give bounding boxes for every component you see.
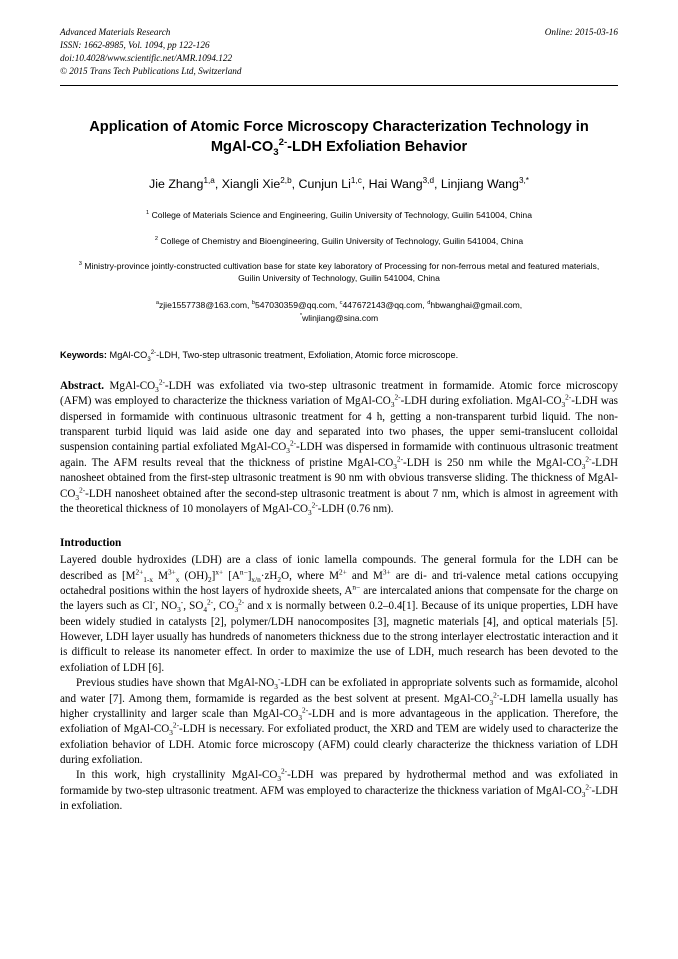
formula-sup: 2- (585, 781, 592, 791)
formula-sup: 3+ (168, 566, 176, 576)
email-star[interactable]: wlinjiang@sina.com (302, 312, 379, 323)
formula-sup: n− (239, 566, 248, 576)
ab-sup: 2- (396, 454, 404, 464)
email-b[interactable]: 547030359@qq.com, (254, 299, 338, 310)
intro-paragraph-3: In this work, high crystallinity MgAl-$CO_3^{2-}$-LDH was prepared by hydrothermal method and was exfoliated in formamide by two-step ultrasonic treatment. AFM was employed to characterize the thickness variation of MgAl-$CO_3^{2-}$-LDH in exfoliation. (60, 766, 618, 813)
formula-sub: 4 (203, 605, 208, 615)
issn-line: ISSN: 1662-8985, Vol. 1094, pp 122-126 (60, 40, 210, 51)
author-emails (60, 299, 618, 325)
ab-sup: 2- (79, 484, 86, 494)
kw-sub-1: 3 (147, 356, 151, 363)
author-list: Jie Zhang$^{1,a}$, Xiangli Xie$^{2,b}$, Cunjun Li$^{1,c}$, Hai Wang$^{3,d}$, Linjiang Wang$^{3,*}$ (149, 175, 529, 191)
formula-sup: 2+ (135, 566, 144, 576)
email-c[interactable]: 447672143@qq.com, (342, 299, 425, 310)
page-header (60, 26, 618, 78)
formula-sub: 3 (274, 682, 278, 692)
formula-sub: 2 (207, 574, 212, 584)
affiliation-marker-2: 2 (154, 235, 159, 242)
affiliation-3 (60, 260, 618, 285)
email-marker-c: c (339, 300, 343, 307)
abstract-label: Abstract. (60, 380, 105, 393)
formula-sub: 3 (298, 713, 303, 723)
ab-sub: 3 (390, 400, 395, 410)
title-line-2-post: -LDH Exfoliation Behavior (287, 138, 468, 155)
formula-sup: 2- (238, 597, 245, 607)
author-sup-4: 3,d (422, 175, 434, 185)
ab-sub: 3 (308, 508, 312, 518)
formula-sup: 2+ (339, 566, 347, 576)
affiliation-3-text: Ministry-province jointly-constructed cultivation base for state key laboratory of Processing for non-ferrous metal and featured materials, Guilin University of Technology, Guilin 541004, China (84, 261, 600, 284)
formula-sub: x/n (251, 574, 261, 584)
formula-sub: 3 (169, 728, 173, 738)
doi-line: doi:10.4028/www.scientific.net/AMR.1094.122 (60, 53, 233, 64)
ab-sub: 3 (393, 462, 397, 472)
online-date: Online: 2015-03-16 (544, 27, 618, 37)
title-sub: 3 (273, 146, 279, 158)
formula-sub: 3 (277, 774, 282, 784)
ab-sub: 3 (561, 400, 566, 410)
keywords-label: Keywords: (60, 349, 107, 360)
formula-sup: x+ (215, 566, 224, 576)
author-sup-5: 3,* (518, 175, 529, 185)
email-marker-d: d (427, 300, 431, 307)
email-d[interactable]: hbwanghai@gmail.com, (430, 299, 523, 310)
kw-sup-1: 2- (150, 349, 157, 356)
formula-sup: - (277, 674, 281, 684)
ab-sup: 2- (585, 454, 592, 464)
formula-sub: x (175, 574, 180, 584)
formula-sub: 3 (177, 605, 181, 615)
email-marker-a: a (155, 300, 159, 307)
author-sup-1: 1,a (203, 175, 215, 185)
formula-sup: - (152, 597, 156, 607)
affiliation-1-text: College of Materials Science and Engineering, Guilin University of Technology, Guilin 541004, China (151, 210, 532, 221)
formula-sup: 2- (207, 597, 214, 607)
intro-paragraph-1: Layered double hydroxides (LDH) are a class of ionic lamella compounds. The general formula for the LDH can be described as [$M^{2+}_{1-x}$ $M^{3+}_x$ $(OH)_2]^{x+}$ $[A^{n-}]_{x/n}\cdot zH_2O$, where $M^{2+}$ and $M^{3+}$ are di- and tri-valence metal cations occupying octahedral positions within the host layers of hydroxide sheets, $A^{n-}$ are intercalated anions that compensate for the charge on the layers such as Cl-, $NO_3^-$, $SO_4^{2-}$, $CO_3^{2-}$ and x is normally between 0.2–0.4[1]. Because of its unique properties, LDH have been widely studied in catalysts [2], polymer/LDH nanocomposites [3], magnetic materials [4], and optical materials [5]. However, LDH layer usually has hundreds of nanometers thickness due to the strong interlayer electrostatic interaction and it is difficult to release its nanometer effect. In order to maximize the use of LDH, much research has been devoted to the exfoliation of LDH [6]. (60, 554, 618, 674)
header-divider (60, 85, 618, 86)
affiliation-1 (60, 209, 618, 221)
section-heading-introduction: Introduction (60, 537, 122, 550)
formula-sub: 3 (489, 697, 494, 707)
formula-sub: 3 (581, 789, 586, 799)
author-sup-3: 1,c (350, 175, 362, 185)
ab-sup: 2- (394, 392, 401, 402)
ab-sub: 3 (286, 446, 290, 456)
title-line-1: Application of Atomic Force Microscopy Characterization Technology in (89, 119, 589, 136)
author-sup-2: 2,b (280, 175, 292, 185)
copyright-line: © 2015 Trans Tech Publications Ltd, Switzerland (60, 66, 242, 77)
ab-sup: 2- (565, 392, 572, 402)
formula-sup: n− (352, 582, 361, 592)
email-marker-b: b (251, 300, 255, 307)
formula-sub: 2 (277, 574, 282, 584)
formula-sup: 3+ (382, 566, 391, 576)
ab-sup: 2- (289, 438, 297, 448)
ab-sup: 2- (158, 377, 165, 387)
formula-sup: 2- (302, 705, 309, 715)
ab-sup: 2- (311, 500, 318, 510)
ab-sub: 3 (155, 385, 159, 395)
formula-sub: 1-x (143, 574, 154, 584)
title-line-2-pre: MgAl-CO (210, 138, 274, 155)
formula-sub: 3 (234, 605, 239, 615)
keywords-line: Keywords: MgAl-$CO_3^{2-}$-LDH, Two-step ultrasonic treatment, Exfoliation, Atomic force microscope. (60, 349, 459, 363)
ab-sub: 3 (75, 492, 80, 502)
affiliation-marker-1: 1 (146, 210, 150, 217)
formula-sup: - (180, 597, 184, 607)
intro-paragraph-2: Previous studies have shown that MgAl-$NO_3^-$-LDH can be exfoliated in appropriate solvents such as formamide, alcohol and water [7]. Among them, formamide is regarded as the best solvent at present. MgAl-$CO_3^{2-}$-LDH lamella usually has higher crystallinity and larger scale than MgAl-$CO_3^{2-}$-LDH and is more advantageous in the application. Therefore, the exfoliation of MgAl-$CO_3^{2-}$-LDH is necessary. For exfoliated product, the XRD and TEM are widely used to characterize the exfoliation behavior of LDH. Atomic force microscopy (AFM) could clearly characterize the thickness variation of LDH during exfoliation. (60, 674, 618, 766)
formula-sup: 2- (172, 720, 179, 730)
page-title (60, 118, 618, 157)
formula-sup: 2- (493, 689, 500, 699)
affiliation-2 (60, 235, 618, 247)
affiliation-2-text: College of Chemistry and Bioengineering, Guilin University of Technology, Guilin 541004, China (160, 235, 524, 246)
formula-sup: 2- (281, 766, 288, 776)
affiliation-marker-3: 3 (78, 261, 82, 268)
abstract-paragraph: Abstract. MgAl-$CO_3^{2-}$-LDH was exfoliated via two-step ultrasonic treatment in formamide. Atomic force microscopy (AFM) was employed to characterize the thickness variation of MgAl-$CO_3^{2-}$-LDH during exfoliation. MgAl-$CO_3^{2-}$-LDH was dispersed in formamide with continuous ultrasonic treatment for 4 h, getting a non-transparent turbid liquid. The non-transparent turbid liquid was laid aside one day and separated into two phases, the upper semi-translucent colloidal suspension containing partial exfoliated MgAl-$CO_3^{2-}$-LDH was dispersed in formamide with continuous ultrasonic treatment again. The AFM results reveal that the thickness of pristine MgAl-$CO_3^{2-}$-LDH is 250 nm while the MgAl-$CO_3^{2-}$-LDH nanosheet obtained from the first-step ultrasonic treatment is 90 nm with obvious transverse sliding. The thickness of MgAl-$CO_3^{2-}$-LDH nanosheet obtained after the second-step ultrasonic treatment is about 7 nm, which is almost in agreement with the theoretical thickness of 10 monolayers of MgAl-$CO_3^{2-}$-LDH (0.76 nm). (60, 377, 618, 518)
header-left-block (60, 26, 241, 78)
email-marker-star: * (299, 312, 303, 319)
ab-sub: 3 (581, 462, 586, 472)
title-sup: 2- (278, 136, 288, 148)
email-a[interactable]: zjie1557738@163.com, (158, 299, 250, 310)
journal-name: Advanced Materials Research (60, 27, 171, 37)
